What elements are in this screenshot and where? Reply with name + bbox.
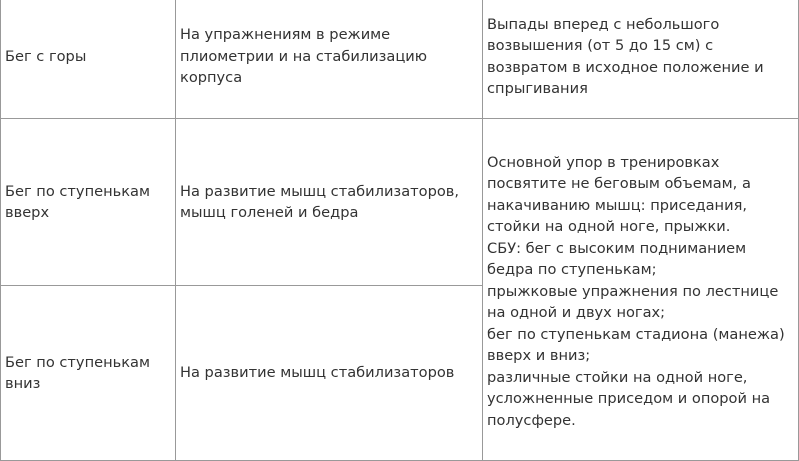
purpose-cell bbox=[176, 119, 483, 286]
merged-exercises-cell bbox=[483, 119, 799, 461]
purpose-text: На развитие мышц стабилизаторов bbox=[180, 364, 455, 382]
purpose-text: На развитие мышц стабилизаторов, мышц голеней и бедра bbox=[180, 182, 459, 221]
activity-cell bbox=[1, 119, 176, 286]
merged-exercises-text: Основной упор в тренировках посвятите не беговым объемам, а накачиванию мышц: приседания, стойки на одной ноге, прыжки. СБУ: бег с высоким подниманием бедра по ступенькам; прыжковые упражнения по лестнице на одной и двух ногах; бег по ступенькам стадиона (манежа) вверх и вниз; различные стойки на одной ноге, усложненные приседом и опорой на полусфере. bbox=[487, 153, 785, 429]
activity-text: Бег по ступенькам вверх bbox=[5, 182, 150, 221]
exercises-text: Выпады вперед с небольшого возвышения (от 5 до 15 см) с возвратом в исходное положение и спрыгивания bbox=[487, 15, 764, 97]
activity-text: Бег с горы bbox=[5, 47, 87, 65]
exercises-cell bbox=[483, 0, 799, 119]
table-row-stairs-up bbox=[1, 119, 799, 286]
purpose-cell bbox=[176, 286, 483, 461]
table-row-downhill bbox=[1, 0, 799, 119]
activity-cell bbox=[1, 0, 176, 119]
activity-text: Бег по ступенькам вниз bbox=[5, 353, 150, 392]
activity-cell bbox=[1, 286, 176, 461]
purpose-text: На упражнениям в режиме плиометрии и на стабилизацию корпуса bbox=[180, 26, 428, 87]
purpose-cell bbox=[176, 0, 483, 119]
